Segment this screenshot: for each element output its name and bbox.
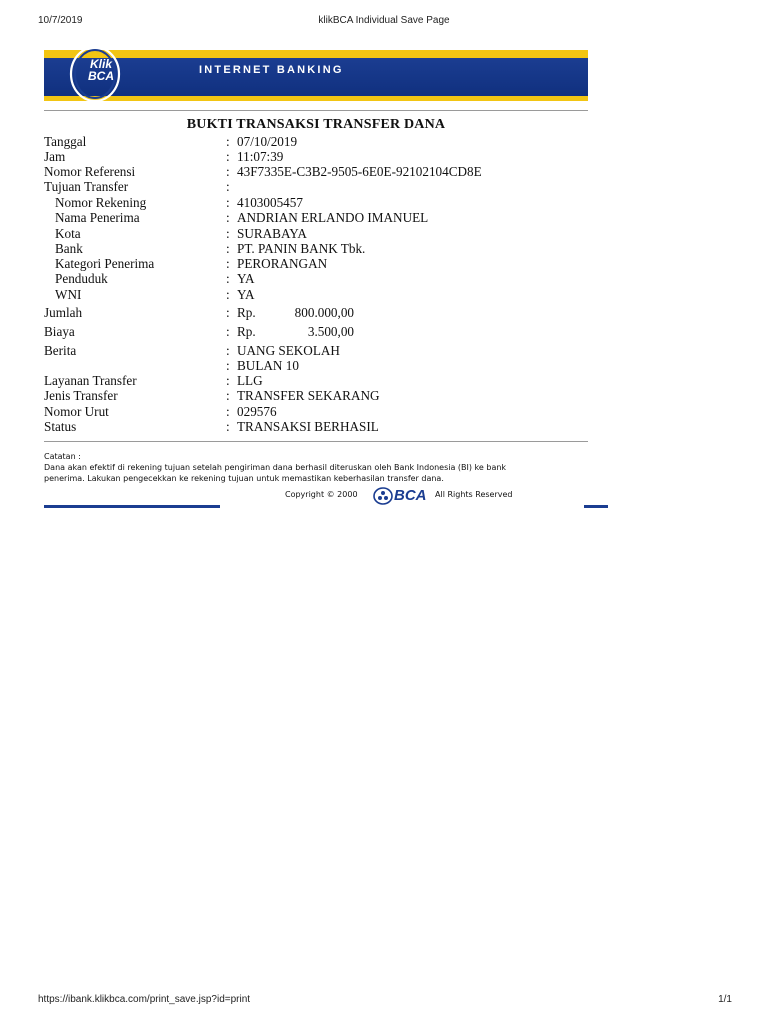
field-kota [44,226,588,242]
field-nomor-referensi [44,164,588,180]
klikbca-banner [44,50,588,101]
field-colon: : [226,256,230,271]
field-colon: : [226,195,230,210]
field-label: Kota [55,226,81,241]
footer-blue-line-right [584,505,608,508]
print-header [0,15,768,29]
copyright-text: Copyright © 2000 [285,490,358,499]
field-value: PERORANGAN [237,256,328,271]
internet-banking-label: INTERNET BANKING [199,64,344,76]
field-label: Layanan Transfer [44,373,137,388]
field-value: ANDRIAN ERLANDO IMANUEL [237,210,429,225]
field-tujuan-transfer [44,179,588,195]
notes-section [44,451,584,484]
field-label: Jumlah [44,305,83,320]
field-amount: 800.000,00 [294,305,354,320]
field-nomor-urut [44,404,588,420]
field-label: Jam [44,149,66,164]
field-label: Jenis Transfer [44,388,118,403]
field-berita [44,343,588,359]
field-colon: : [226,210,230,225]
field-biaya [44,324,588,340]
field-colon: : [226,324,230,339]
field-label: Berita [44,343,77,358]
field-value: TRANSFER SEKARANG [237,388,380,403]
field-value: LLG [237,373,263,388]
divider-top [44,110,588,111]
field-jumlah [44,305,588,321]
field-value: BULAN 10 [237,358,299,373]
field-colon: : [226,343,230,358]
bca-logo-text: BCA [394,487,427,504]
field-jenis-transfer [44,388,588,404]
field-label: Nomor Referensi [44,164,136,179]
field-berita-line-2 [44,358,588,374]
footer-blue-line-left [44,505,220,508]
field-colon: : [226,149,230,164]
field-jam [44,149,588,165]
field-tanggal [44,134,588,150]
field-wni [44,287,588,303]
field-colon: : [226,179,230,194]
field-layanan-transfer [44,373,588,389]
field-colon: : [226,241,230,256]
field-label: WNI [55,287,82,302]
field-value: PT. PANIN BANK Tbk. [237,241,366,256]
print-footer [0,994,768,1008]
field-label: Tanggal [44,134,87,149]
field-colon: : [226,164,230,179]
field-amount: 3.500,00 [307,324,354,339]
print-page-title: klikBCA Individual Save Page [318,15,450,26]
field-value: 029576 [237,404,277,419]
field-bank [44,241,588,257]
field-label: Tujuan Transfer [44,179,129,194]
field-colon: : [226,388,230,403]
field-label: Biaya [44,324,75,339]
field-label: Nomor Rekening [55,195,147,210]
field-nama-penerima [44,210,588,226]
logo-klik-text: Klik [89,57,112,71]
klikbca-logo-text [80,58,122,82]
notes-line-2: penerima. Lakukan pengecekkan ke rekening tujuan untuk memastikan keberhasilan transfer dana. [44,474,444,483]
field-penduduk [44,271,588,287]
field-label: Nomor Urut [44,404,109,419]
bca-logo-icon [373,487,431,505]
field-kategori-penerima [44,256,588,272]
field-colon: : [226,305,230,320]
field-value: 07/10/2019 [237,134,298,149]
field-label: Kategori Penerima [55,256,155,271]
print-page-number: 1/1 [718,994,732,1005]
field-label: Status [44,419,77,434]
notes-line-1: Dana akan efektif di rekening tujuan setelah pengiriman dana berhasil diteruskan oleh Bank Indonesia (BI) ke bank [44,463,507,472]
field-value: 43F7335E-C3B2-9505-6E0E-92102104CD8E [237,164,482,179]
field-colon: : [226,419,230,434]
field-label: Bank [55,241,83,256]
field-colon: : [226,373,230,388]
field-colon: : [226,226,230,241]
field-value: TRANSAKSI BERHASIL [237,419,379,434]
field-nomor-rekening [44,195,588,211]
field-status [44,419,588,435]
field-label: Penduduk [55,271,108,286]
field-colon: : [226,271,230,286]
footer-bar [44,487,608,509]
field-colon: : [226,134,230,149]
print-date: 10/7/2019 [38,15,83,26]
field-value: YA [237,287,255,302]
all-rights-reserved-text: All Rights Reserved [435,490,513,499]
field-colon: : [226,287,230,302]
banner-yellow-stripe-top [44,50,588,58]
field-colon: : [226,404,230,419]
notes-title: Catatan : [44,452,81,461]
field-currency: Rp. [237,305,256,320]
logo-bca-text: BCA [88,69,114,83]
field-label: Nama Penerima [55,210,140,225]
field-value: UANG SEKOLAH [237,343,340,358]
field-value: 4103005457 [237,195,303,210]
print-url: https://ibank.klikbca.com/print_save.jsp?id=print [38,994,251,1005]
field-colon: : [226,358,230,373]
field-currency: Rp. [237,324,256,339]
field-value: YA [237,271,255,286]
banner-yellow-stripe-bottom [44,96,588,101]
receipt-title: BUKTI TRANSAKSI TRANSFER DANA [186,117,446,132]
divider-bottom [44,441,588,442]
field-value: 11:07:39 [237,149,284,164]
field-value: SURABAYA [237,226,307,241]
